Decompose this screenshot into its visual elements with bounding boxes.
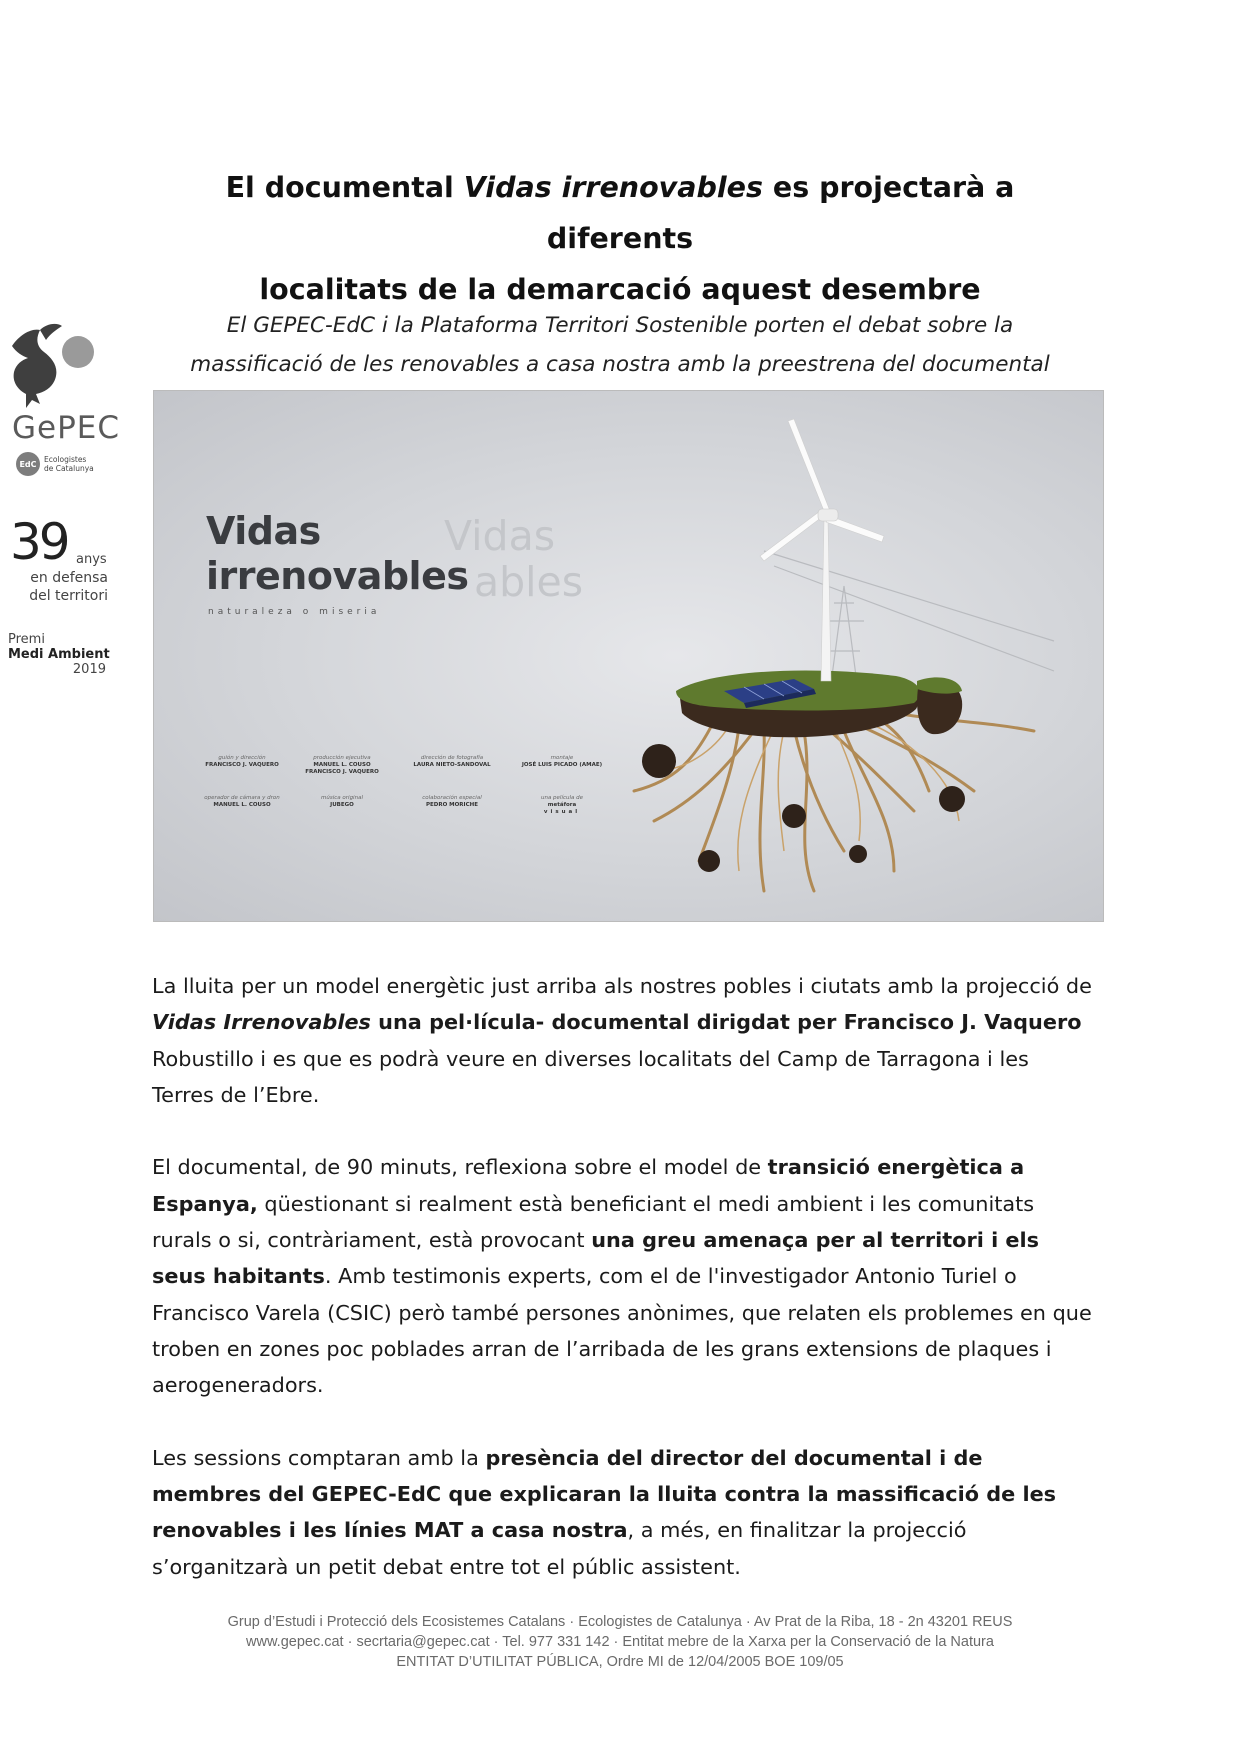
credit-role: producción ejecutiva [313,755,371,761]
p2-text-bold-2: una greu amenaça per al territori i els seus habitants [152,1228,1040,1289]
poster-title-line2: irrenovables [206,554,469,598]
credit-item [402,755,502,769]
subtitle-line1: El GEPEC-EdC i la Plataforma Territori Sostenible porten el debat sobre la [226,313,1014,338]
sidebar [0,320,121,677]
credit-item [402,795,502,809]
edc-line2: de Catalunya [44,464,94,473]
credit-name-2: visual [543,809,581,815]
credit-name-2: FRANCISCO J. VAQUERO [305,769,379,775]
credit-item [512,795,612,816]
premi-line3: 2019 [72,662,106,677]
gepec-brand: GePEC [12,410,121,446]
title-film-name: Vidas irrenovables [463,171,763,204]
credit-role: dirección de fotografía [420,755,484,761]
credit-name: JOSÉ LUIS PICADO (AMAE) [521,762,603,768]
premi-line1: Premi [8,632,45,647]
credit-item [192,795,292,809]
credit-role: música original [321,795,363,801]
p1-text-bold: una pel·lícula- documental dirigdat per Francisco J. Vaquero [370,1010,1082,1035]
subtitle-line2: massificació de les renovables a casa nostra amb la preestrena del documental [190,352,1050,377]
credit-item [192,755,292,769]
edc-badge-icon: EdC [16,452,40,476]
article-body [152,968,1097,1621]
title-line1-post: es projectarà a diferents [546,171,1015,255]
clod-icon [642,744,676,778]
credit-name: FRANCISCO J. VAQUERO [205,762,279,768]
anniversary-badge [10,513,120,604]
edc-line1: Ecologistes [44,455,87,464]
credit-name: MANUEL L. COUSO [213,802,271,808]
credit-role: guión y dirección [218,755,266,761]
p2-text-e: . Amb testimonis experts, com el de l'investigador Antonio Turiel o Francisco Varela (CSIC) però també persones anònimes, que relaten els problemes en que troben en zones poc poblades arran de l’arribada de les grans extensions de plaques i aerogeneradors. [152,1264,1092,1398]
poster-tagline: naturaleza o miseria [208,607,381,617]
credit-role: colaboración especial [422,795,482,801]
credit-role: operador de cámara y dron [204,795,280,801]
film-poster [153,390,1104,922]
credit-item [292,795,392,809]
paragraph-3 [152,1440,1097,1585]
title-line2: localitats de la demarcació aquest desembre [259,273,981,306]
roots-icon [634,711,1034,891]
credit-name: JUBEGO [330,802,354,808]
title-line1-pre: El documental [225,171,464,204]
poster-scene [154,391,1103,921]
paragraph-2 [152,1149,1097,1403]
gepec-logo [0,320,121,480]
poster-title [206,509,468,599]
wind-turbine-icon [760,419,884,681]
page-title [150,162,1090,315]
credit-role: montaje [550,755,574,761]
credit-role: una película de [540,795,584,801]
credit-item [292,755,392,776]
p1-film-name: Vidas Irrenovables [152,1010,371,1035]
credit-name: metáfora [547,802,577,808]
ghost-line1: Vidas [444,512,556,560]
p2-text-bold-1: transició energètica a Espanya, [152,1155,1025,1216]
p1-text-a: La lluita per un model energètic just arriba als nostres pobles i ciutats amb la projecció de [152,974,1092,998]
credit-name: PEDRO MORICHE [425,802,478,808]
paragraph-1 [152,968,1097,1113]
credit-item [512,755,612,769]
page-footer [120,1612,1120,1672]
title-line1 [150,162,1090,264]
edc-row [16,452,94,476]
anys-line2: en defensa [30,570,108,586]
p2-text-c: qüestionant si realment està beneficiant el medi ambient i les comunitats rurals o si, contràriament, està provocant [152,1191,1035,1253]
footer-line1: Grup d’Estudi i Protecció dels Ecosistemes Catalans · Ecologistes de Catalunya · Av Prat de la Riba, 18 - 2n 43201 REUS [227,1614,1013,1630]
award-badge [8,632,108,677]
p3-text-a: Les sessions comptaran amb la [152,1445,486,1470]
anys-word: anys [76,552,107,567]
p1-text-d: Robustillo i es que es podrà veure en diverses localitats del Camp de Tarragona i les Terres de l’Ebre. [152,1046,1029,1107]
premi-line2: Medi Ambient [8,647,110,662]
credit-name: LAURA NIETO-SANDOVAL [413,762,491,768]
anys-line3: del territori [29,588,108,604]
gepec-bird-logo-icon [6,320,106,415]
edc-text [44,455,94,473]
footer-line2: www.gepec.cat · secrtaria@gepec.cat · Tel. 977 331 142 · Entitat mebre de la Xarxa per la Conservació de la Natura [246,1634,994,1650]
p3-text-c: , a més, en finalitzar la projecció s’organitzarà un petit debat entre tot el públic assistent. [152,1518,967,1579]
anys-number: 39 [10,513,68,571]
ghost-line2: ables [474,558,584,606]
p2-text-a: El documental, de 90 minuts, reflexiona sobre el model de [152,1155,768,1180]
poster-title-line1: Vidas [206,509,321,553]
p3-text-bold: presència del director del documental i de membres del GEPEC-EdC que explicaran la lluita contra la massificació de les renovables i les línies MAT a casa nostra [152,1445,1057,1543]
credit-name: MANUEL L. COUSO [313,762,371,768]
subtitle [150,306,1090,384]
footer-line3: ENTITAT D’UTILITAT PÚBLICA, Ordre MI de 12/04/2005 BOE 109/05 [396,1654,844,1670]
